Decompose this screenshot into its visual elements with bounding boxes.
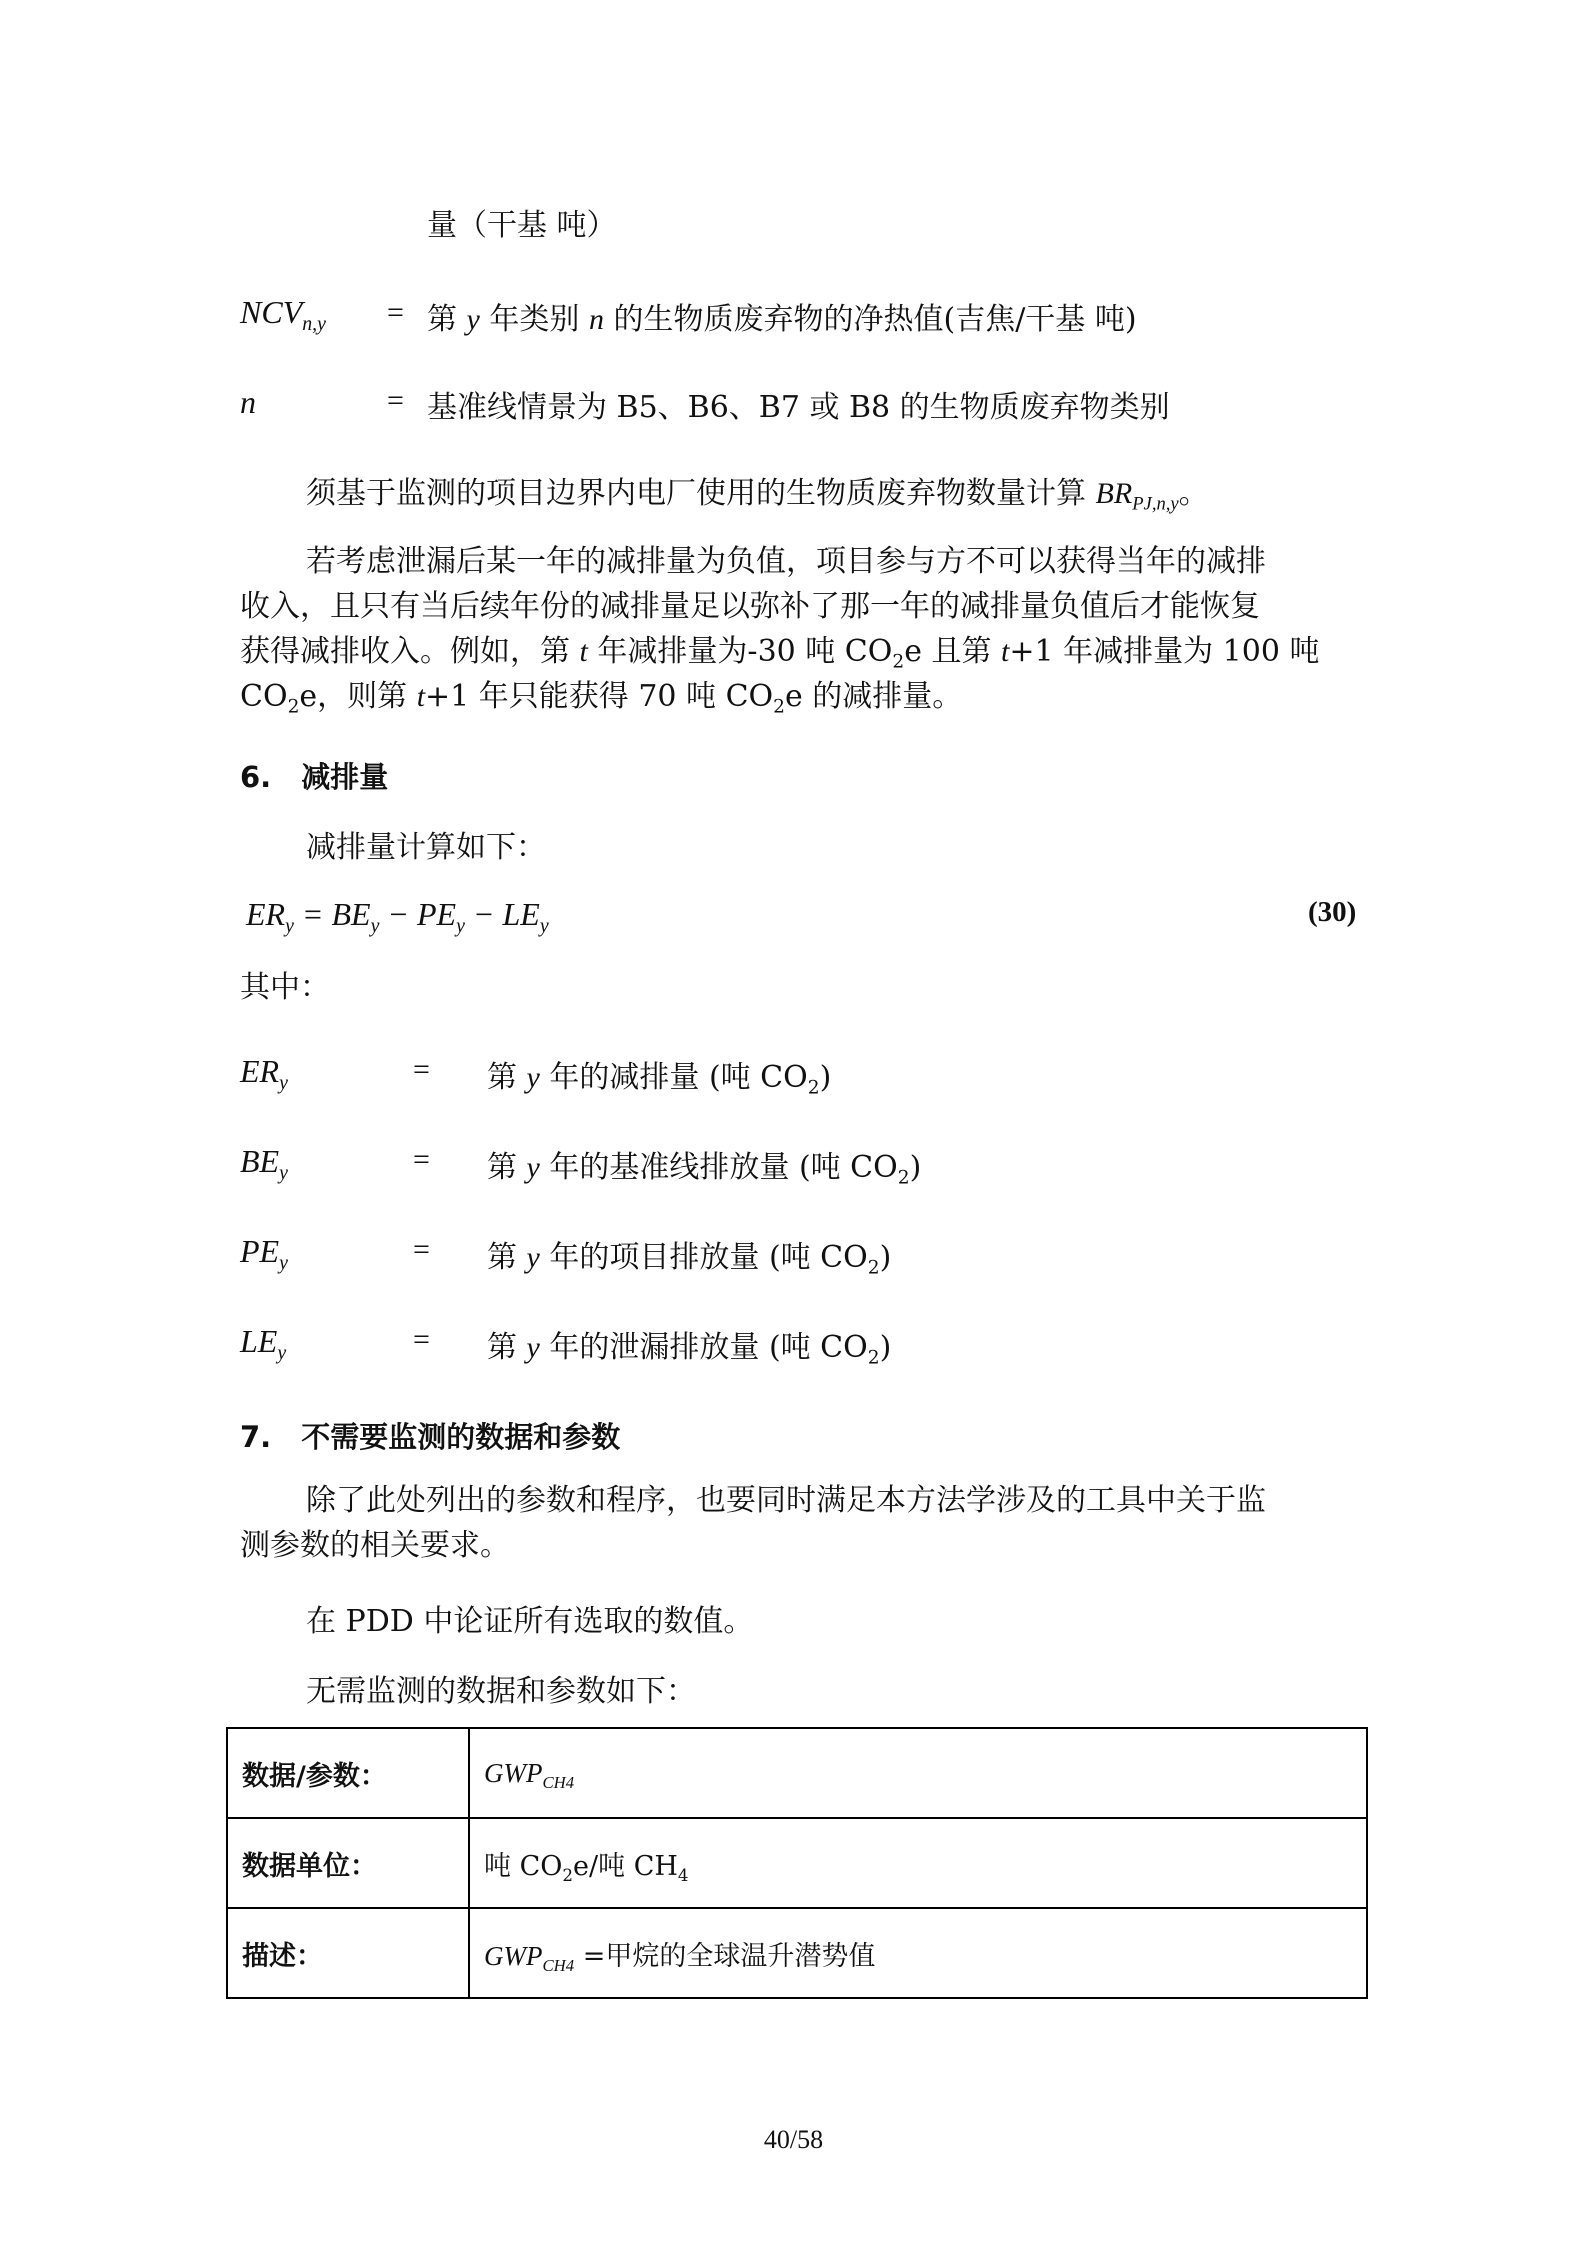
symbol: $BE_y$ xyxy=(240,1143,288,1184)
table-label: 数据单位： xyxy=(227,1818,469,1908)
page-number: 40/58 xyxy=(763,2125,824,2154)
equals-sign: = xyxy=(387,296,404,329)
table-value: $GWP_{CH4}$ xyxy=(469,1728,1367,1818)
paragraph-pdd: 在 PDD 中论证所有选取的数值。 xyxy=(306,1604,754,1639)
continuation-line: 量（干基 吨） xyxy=(427,208,617,243)
table-label: 描述： xyxy=(227,1908,469,1998)
paragraph-requirements: 除了此处列出的参数和程序，也要同时满足本方法学涉及的工具中关于监 测参数的相关要求。 xyxy=(240,1483,1266,1563)
symbol: $NCV_{n,y}$ xyxy=(240,294,326,335)
parameter-table xyxy=(226,1727,1368,1999)
table-label: 数据/参数： xyxy=(227,1728,469,1818)
definition-text: 第 y 年的泄漏排放量 (吨 $CO_2$) xyxy=(487,1330,892,1369)
definition-text: 第 y 年的项目排放量 (吨 $CO_2$) xyxy=(487,1240,892,1279)
paragraph-br: 须基于监测的项目边界内电厂使用的生物质废弃物数量计算 $BR_{PJ,n,y}$。 xyxy=(306,476,1209,515)
symbol: $ER_y$ xyxy=(240,1053,288,1094)
where-label: 其中： xyxy=(240,970,330,1005)
table-row xyxy=(227,1908,1367,1998)
table-value: 吨 $CO_2e/$吨 $CH_4$ xyxy=(469,1818,1367,1908)
symbol: $LE_y$ xyxy=(240,1323,287,1364)
equation-number: (30) xyxy=(1308,896,1357,928)
paragraph-table-intro: 无需监测的数据和参数如下： xyxy=(306,1674,696,1709)
definition-text: 第 y 年的减排量 (吨 $CO_2$) xyxy=(487,1060,832,1099)
equals-sign: = xyxy=(413,1143,430,1176)
paragraph-negative-reductions: 若考虑泄漏后某一年的减排量为负值，项目参与方不可以获得当年的减排 收入，且只有当后续年份的减排量足以弥补了那一年的减排量负值后才能恢复 获得减排收入。例如，第 t 年减排量为-30 吨 $CO_2e$ 且第 t+1 年减排量为 100 吨 $CO_2e$，则第 t+1 年只能获得 70 吨 $CO_2e$ 的减排量。 xyxy=(240,544,1320,718)
equals-sign: = xyxy=(387,384,404,417)
definition-text: 基准线情景为 B5、B6、B7 或 B8 的生物质废弃物类别 xyxy=(427,390,1170,425)
symbol: n xyxy=(240,384,256,420)
equals-sign: = xyxy=(413,1323,430,1356)
equals-sign: = xyxy=(413,1233,430,1266)
calc-intro: 减排量计算如下： xyxy=(306,830,546,865)
table-row xyxy=(227,1818,1367,1908)
table-value: $GWP_{CH4}$ =甲烷的全球温升潜势值 xyxy=(469,1908,1367,1998)
symbol: $PE_y$ xyxy=(240,1233,288,1274)
definition-text: 第 y 年类别 n 的生物质废弃物的净热值(吉焦/干基 吨) xyxy=(427,302,1137,337)
equals-sign: = xyxy=(413,1053,430,1086)
table-row xyxy=(227,1728,1367,1818)
definition-text: 第 y 年的基准线排放量 (吨 $CO_2$) xyxy=(487,1150,922,1189)
section-heading-7: 7. 不需要监测的数据和参数 xyxy=(240,1420,621,1454)
equation-30: $ER_y = BE_y - PE_y - LE_y$ xyxy=(246,896,549,937)
section-heading-6: 6. 减排量 xyxy=(240,760,389,794)
